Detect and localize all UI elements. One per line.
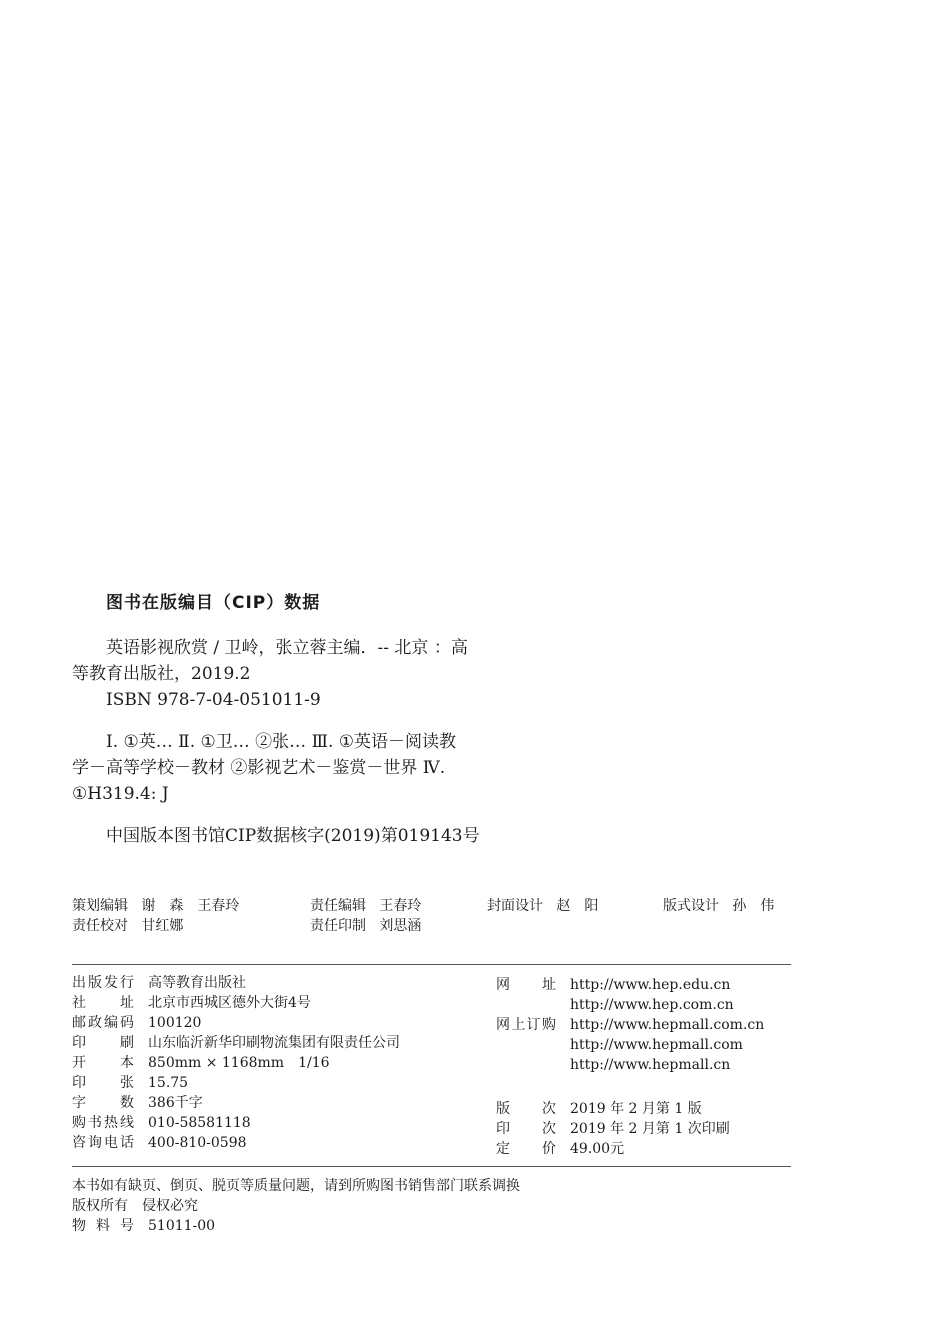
pub-row bbox=[496, 1099, 730, 1119]
credit-value: 孙 伟 bbox=[732, 898, 775, 914]
pub-row bbox=[496, 1139, 730, 1159]
copyright-notice: 版权所有 侵权必究 bbox=[72, 1198, 198, 1214]
pub-value: 100120 bbox=[148, 1015, 202, 1031]
material-number bbox=[72, 1216, 215, 1236]
pub-row bbox=[72, 1053, 400, 1073]
website-link[interactable]: http://www.hep.edu.cn bbox=[570, 977, 731, 993]
classification: ①H319.4: J bbox=[72, 784, 169, 804]
cip-title: 图书在版编目（CIP）数据 bbox=[106, 593, 321, 613]
pub-row bbox=[496, 1119, 730, 1139]
pub-row bbox=[72, 1093, 400, 1113]
pub-label: 出版发行 bbox=[72, 975, 134, 991]
credit-print-supervisor bbox=[310, 916, 421, 936]
pub-value: 2019 年 2 月第 1 次印刷 bbox=[570, 1121, 730, 1137]
website-link[interactable]: http://www.hep.com.cn bbox=[570, 997, 734, 1013]
publication-right-web bbox=[496, 975, 764, 1075]
pub-label: 印刷 bbox=[72, 1035, 134, 1051]
credit-planning-editor bbox=[72, 896, 239, 916]
credit-label: 责任校对 bbox=[72, 918, 128, 934]
credit-value: 谢 森 王春玲 bbox=[141, 898, 240, 914]
credit-value: 赵 阳 bbox=[556, 898, 599, 914]
credit-value: 刘思涵 bbox=[379, 918, 422, 934]
pub-row bbox=[72, 1013, 400, 1033]
pub-label: 邮政编码 bbox=[72, 1015, 134, 1031]
pub-row bbox=[72, 1133, 400, 1153]
pub-row bbox=[496, 1015, 764, 1035]
quality-notice: 本书如有缺页、倒页、脱页等质量问题，请到所购图书销售部门联系调换 bbox=[72, 1178, 520, 1194]
pub-label: 物 料 号 bbox=[72, 1218, 134, 1234]
pub-value: 51011-00 bbox=[148, 1218, 216, 1234]
pub-label: 社址 bbox=[72, 995, 134, 1011]
isbn: ISBN 978-7-04-051011-9 bbox=[106, 690, 321, 710]
website-link[interactable]: http://www.hepmall.cn bbox=[570, 1057, 731, 1073]
publication-left bbox=[72, 973, 400, 1153]
divider bbox=[72, 964, 791, 965]
cip-line: 等教育出版社，2019.2 bbox=[72, 664, 251, 684]
pub-row bbox=[72, 1113, 400, 1133]
credit-layout-design bbox=[663, 896, 774, 916]
cip-record-number: 中国版本图书馆CIP数据核字(2019)第019143号 bbox=[106, 826, 480, 846]
pub-label: 版次 bbox=[496, 1101, 556, 1117]
pub-row bbox=[72, 973, 400, 993]
credit-responsible-editor bbox=[310, 896, 421, 916]
credit-cover-design bbox=[487, 896, 598, 916]
pub-label: 购书热线 bbox=[72, 1115, 134, 1131]
pub-row bbox=[496, 995, 764, 1015]
credit-value: 王春玲 bbox=[379, 898, 422, 914]
pub-row bbox=[72, 1033, 400, 1053]
credit-label: 策划编辑 bbox=[72, 898, 128, 914]
pub-value: 北京市西城区德外大街4号 bbox=[148, 995, 311, 1011]
pub-label: 网上订购 bbox=[496, 1017, 556, 1033]
cip-line: 学－高等学校－教材 ②影视艺术－鉴赏－世界 Ⅳ. bbox=[72, 758, 446, 778]
pub-label: 网址 bbox=[496, 977, 556, 993]
pub-value: 山东临沂新华印刷物流集团有限责任公司 bbox=[148, 1035, 400, 1051]
pub-label: 定价 bbox=[496, 1141, 556, 1157]
website-link[interactable]: http://www.hepmall.com bbox=[570, 1037, 743, 1053]
pub-value: 850mm × 1168mm 1/16 bbox=[148, 1055, 330, 1071]
cip-line: 英语影视欣赏 / 卫岭，张立蓉主编．-- 北京 ：高 bbox=[106, 638, 468, 658]
pub-value: 2019 年 2 月第 1 版 bbox=[570, 1101, 702, 1117]
pub-row bbox=[496, 975, 764, 995]
pub-row bbox=[496, 1035, 764, 1055]
pub-label: 开本 bbox=[72, 1055, 134, 1071]
price: 49.00元 bbox=[570, 1141, 625, 1157]
credit-label: 封面设计 bbox=[487, 898, 543, 914]
pub-value: 400-810-0598 bbox=[148, 1135, 247, 1151]
pub-value: 386千字 bbox=[148, 1095, 203, 1111]
pub-label: 咨询电话 bbox=[72, 1135, 134, 1151]
pub-label: 字数 bbox=[72, 1095, 134, 1111]
pub-row bbox=[72, 1073, 400, 1093]
website-link[interactable]: http://www.hepmall.com.cn bbox=[570, 1017, 765, 1033]
divider bbox=[72, 1166, 791, 1167]
credit-label: 责任编辑 bbox=[310, 898, 366, 914]
credit-value: 甘红娜 bbox=[141, 918, 184, 934]
pub-label: 印张 bbox=[72, 1075, 134, 1091]
credit-label: 版式设计 bbox=[663, 898, 719, 914]
credit-proofreader bbox=[72, 916, 183, 936]
pub-row bbox=[72, 993, 400, 1013]
publication-right-edition bbox=[496, 1099, 730, 1159]
credit-label: 责任印制 bbox=[310, 918, 366, 934]
pub-value: 15.75 bbox=[148, 1075, 189, 1091]
pub-value: 高等教育出版社 bbox=[148, 975, 246, 991]
pub-label: 印次 bbox=[496, 1121, 556, 1137]
pub-row bbox=[496, 1055, 764, 1075]
pub-value: 010-58581118 bbox=[148, 1115, 251, 1131]
cip-line: Ⅰ. ①英… Ⅱ. ①卫… ②张… Ⅲ. ①英语－阅读教 bbox=[106, 732, 457, 752]
